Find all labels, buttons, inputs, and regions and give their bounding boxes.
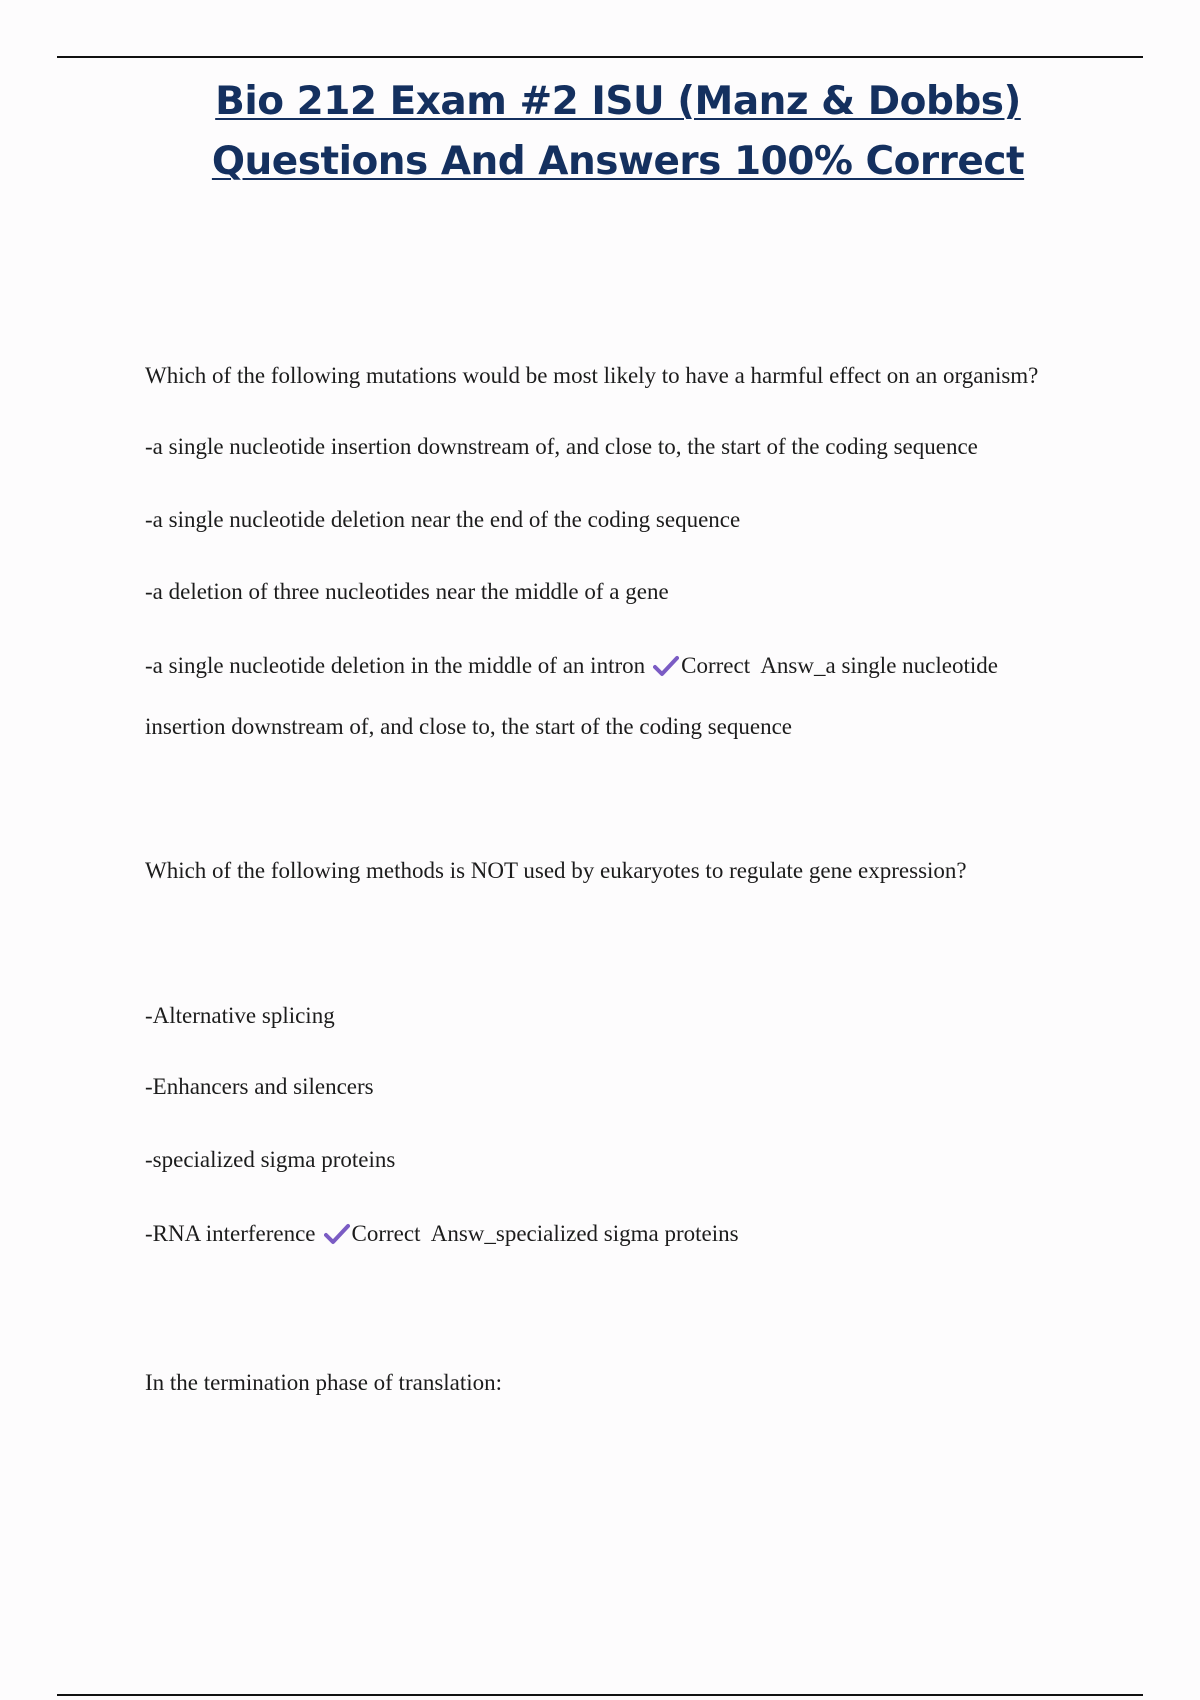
title-line-1: Bio 212 Exam #2 ISU (Manz & Dobbs) — [215, 79, 1021, 124]
page-title — [0, 72, 1200, 192]
question-2-option-2: -Enhancers and silencers — [145, 1074, 374, 1099]
title-line-2: Questions And Answers 100% Correct — [211, 139, 1025, 184]
answer-prefix: Correct Answ_ — [351, 1221, 496, 1246]
question-2-option-3: -specialized sigma proteins — [145, 1147, 396, 1172]
bottom-rule — [57, 1694, 1143, 1696]
question-2-option-1: -Alternative splicing — [145, 1003, 335, 1028]
checkmark-icon — [653, 655, 679, 677]
answer-prefix: Correct Answ_ — [681, 653, 826, 678]
question-2-answer: specialized sigma proteins — [495, 1221, 739, 1246]
question-2-text: Which of the following methods is NOT used by eukaryotes to regulate gene expression? — [145, 858, 967, 883]
checkmark-icon — [324, 1223, 350, 1245]
question-1-option-4-with-answer — [145, 652, 998, 680]
question-1-option-1: -a single nucleotide insertion downstream of, and close to, the start of the coding sequence — [145, 434, 978, 459]
question-2-option-4: -RNA interference — [145, 1221, 316, 1246]
question-1-option-3: -a deletion of three nucleotides near the middle of a gene — [145, 579, 669, 604]
question-1-option-2: -a single nucleotide deletion near the end of the coding sequence — [145, 507, 741, 532]
question-1-option-4: -a single nucleotide deletion in the middle of an intron — [145, 653, 646, 678]
top-rule — [57, 56, 1143, 58]
question-3-text: In the termination phase of translation: — [145, 1370, 503, 1395]
question-1-answer-line-2: insertion downstream of, and close to, the start of the coding sequence — [145, 714, 793, 739]
question-1-text: Which of the following mutations would be most likely to have a harmful effect on an organism? — [145, 363, 1039, 388]
question-2-option-4-with-answer — [145, 1220, 739, 1248]
question-1-answer-line-1: a single nucleotide — [825, 653, 998, 678]
